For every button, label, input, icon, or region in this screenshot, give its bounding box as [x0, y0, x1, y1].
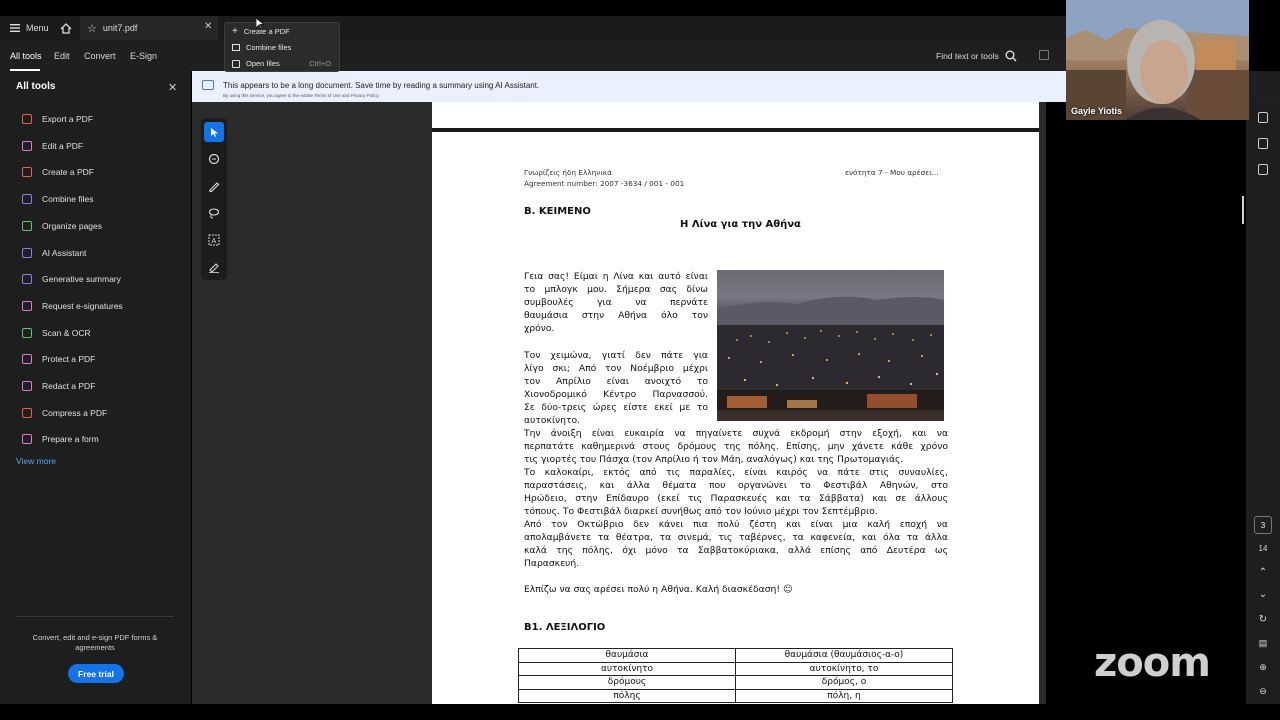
tool-item-create-a-pdf[interactable]: [22, 163, 182, 181]
table-row: [519, 649, 953, 663]
select-tool-button[interactable]: [204, 122, 224, 142]
vocab-word-cell: δρόμους: [519, 676, 736, 690]
vocabulary-rows: [519, 649, 953, 703]
tool-label: Create a PDF: [42, 167, 94, 178]
dropdown-item-label: Combine files: [246, 43, 292, 52]
tool-icon: [22, 354, 32, 364]
current-page-box[interactable]: 3: [1254, 516, 1272, 534]
combine-icon: [232, 44, 240, 51]
tool-item-prepare-a-form[interactable]: [22, 430, 182, 448]
total-pages: 14: [1258, 544, 1268, 553]
text-line: τόπους. Το Φεστιβάλ διαρκεί συνήθως από τον Ιούνιο μέχρι τον Σεπτέμβριο.: [524, 506, 878, 517]
save-icon[interactable]: [1039, 50, 1049, 60]
tab-label: E-Sign: [130, 50, 158, 61]
sign-tool-button[interactable]: [204, 257, 224, 277]
vocabulary-heading: Β1. ΛΕΞΙΛΟΓΙΟ: [524, 622, 606, 633]
tool-icon: [22, 221, 32, 231]
tool-label: Organize pages: [42, 220, 103, 231]
comments-icon[interactable]: [1258, 112, 1268, 123]
text-line: καλά της πόλης, όχι μόνο τα Σαββατοκύριακα, αλλά επίσης από Δευτέρα ως: [524, 545, 948, 556]
tool-label: Scan & OCR: [42, 327, 91, 338]
tool-icon: [22, 248, 32, 258]
header-unit: ενότητα 7 - Μου αρέσει...: [845, 168, 939, 177]
zoom-logo: zoom: [1094, 640, 1210, 686]
close-tab-icon[interactable]: ✕: [204, 21, 213, 32]
tab-label: All tools: [10, 50, 42, 61]
tab-content: [87, 16, 137, 40]
title-bar: [0, 16, 1066, 40]
zoom-in-icon[interactable]: ⊕: [1259, 662, 1267, 672]
scrollbar-thumb[interactable]: [1242, 196, 1244, 224]
text-line: τον Απρίλιο είναι ανοιχτό το: [524, 376, 708, 387]
tab-esign[interactable]: [130, 40, 157, 71]
tool-item-redact-a-pdf[interactable]: [22, 377, 182, 395]
tool-item-combine-files[interactable]: [22, 190, 182, 208]
text-line: Γεια σας! Είμαι η Λίνα και αυτό είναι: [524, 271, 708, 282]
quick-tools-bar: [201, 118, 227, 280]
document-title: Η Λίνα για την Αθήνα: [680, 219, 801, 230]
table-row: [519, 689, 953, 703]
vocab-base-form-cell: πόλη, η: [736, 689, 953, 703]
vocab-base-form-cell: αυτοκίνητο, το: [736, 662, 953, 676]
previous-page: [432, 102, 1039, 128]
tool-item-organize-pages[interactable]: [22, 217, 182, 235]
text-tool-button[interactable]: [204, 230, 224, 250]
tool-icon: [22, 194, 32, 204]
text-line: λίγο σκι; Από τον Νοέμβριο μέχρι: [524, 363, 708, 374]
tool-label: Redact a PDF: [42, 381, 96, 391]
tool-icon: [22, 434, 32, 444]
tool-label: Request e-signatures: [42, 300, 123, 311]
header-agreement: Agreement number: 2007 -3634 / 001 - 001: [524, 179, 685, 188]
divider: [16, 616, 174, 617]
document-tab[interactable]: [80, 16, 218, 40]
tool-label: Combine files: [42, 194, 94, 205]
vocab-word-cell: πόλης: [519, 689, 736, 703]
dropdown-item-label: Open files: [246, 59, 280, 68]
tool-icon: [22, 328, 32, 338]
vocabulary-table: [518, 648, 953, 703]
table-row: [519, 662, 953, 676]
text-line: Σε δύο-τρεις ώρες είστε εκεί με το: [524, 402, 708, 413]
text-line: Τον χειμώνα, γιατί δεν πάτε για: [524, 350, 708, 361]
text-line: περπατάτε καθημερινά στους δρόμους της πόλης. Επίσης, μην χάνετε κάθε χρόνο: [524, 441, 948, 452]
text-box-icon: [208, 234, 220, 246]
tool-label: AI Assistant: [42, 247, 87, 258]
tool-item-edit-a-pdf[interactable]: [22, 137, 182, 155]
highlight-tool-button[interactable]: [204, 176, 224, 196]
find-tools-button[interactable]: [936, 40, 1017, 71]
home-button[interactable]: [60, 16, 72, 40]
ai-assistant-icon: [202, 80, 214, 90]
text-line: χρόνο.: [524, 323, 555, 334]
ai-summary-banner: [192, 71, 1066, 102]
tool-item-ai-assistant[interactable]: [22, 244, 182, 262]
vocab-base-form-cell: δρόμος, ο: [736, 676, 953, 690]
tool-icon: [22, 381, 32, 391]
tool-label: Prepare a form: [42, 434, 99, 445]
main-toolbar: [0, 40, 1066, 71]
text-line: Παρασκευή.: [524, 558, 580, 569]
close-panel-icon[interactable]: ✕: [168, 82, 178, 94]
closing-line: Ελπίζω να σας αρέσει πολύ η Αθήνα. Καλή διασκέδαση! ☺: [524, 584, 793, 595]
participant-video-frame: [1066, 0, 1249, 120]
tool-item-compress-a-pdf[interactable]: [22, 404, 182, 422]
lasso-icon: [208, 207, 220, 219]
pages-icon[interactable]: [1258, 164, 1268, 175]
menu-label: Menu: [26, 23, 49, 33]
tool-item-export-a-pdf[interactable]: [22, 110, 182, 128]
vocab-base-form-cell: θαυμάσια (θαυμάσιος-α-ο): [736, 649, 953, 663]
tab-convert[interactable]: [84, 40, 116, 71]
promo-text: Convert, edit and e-sign PDF forms & agreements: [32, 633, 158, 652]
tool-icon: [22, 114, 32, 124]
find-tools-label: Find text or tools: [936, 50, 999, 61]
tool-item-generative-summary[interactable]: [22, 270, 182, 288]
dropdown-shortcut: Ctrl+O: [309, 59, 331, 68]
tool-label: Generative summary: [42, 274, 121, 285]
menu-button[interactable]: [10, 16, 49, 40]
text-line: συμβουλές για να περνάτε: [524, 297, 708, 308]
video-area-background: [1066, 71, 1246, 704]
table-row: [519, 676, 953, 690]
banner-legal-text[interactable]: By using this service, you agree to the Adobe Terms of Use and Privacy Policy.: [223, 93, 380, 98]
text-line: απολαμβάνετε τα θέατρα, τα σινεμά, τις ταβέρνες, τα καφενεία, και όλα τα άλλα: [524, 532, 948, 543]
tool-icon: [22, 301, 32, 311]
signature-icon: [208, 261, 220, 273]
plus-icon: +: [232, 26, 238, 37]
text-line: Από τον Οκτώβριο δεν κάνει πια πολύ ζέστη και είναι μια καλή εποχή να: [524, 519, 948, 530]
zoom-out-icon[interactable]: ⊖: [1259, 686, 1267, 696]
text-line: θαυμάσια στην Αθήνα όλο τον: [524, 310, 708, 321]
comment-tool-button[interactable]: [204, 149, 224, 169]
all-tools-panel: [0, 71, 191, 704]
tool-icon: [22, 141, 32, 151]
dropdown-combine-files[interactable]: [225, 40, 339, 55]
view-more-link[interactable]: View more: [16, 456, 56, 466]
text-line: παραστάσεις, και άλλα θέματα που οργανώνει το Φεστιβάλ Αθηνών, στο: [524, 480, 948, 491]
athens-night-photo: [717, 270, 944, 421]
header-course: Γνωρίζεις ήδη Ελληνικά: [524, 168, 612, 177]
folder-icon: [232, 60, 240, 68]
page-fit-icon[interactable]: ▤: [1258, 638, 1268, 648]
text-line: Την άνοιξη είναι ευκαιρία να πηγαίνετε συχνά εκδρομή στην εξοχή, και να: [524, 428, 948, 439]
dropdown-create-pdf[interactable]: [225, 24, 339, 39]
panel-title: All tools: [16, 81, 56, 92]
text-line: Χιονοδρομικό Κέντρο Παρνασσού.: [524, 389, 708, 400]
dropdown-item-label: Create a PDF: [243, 27, 290, 36]
cursor-arrow-icon: [210, 127, 219, 138]
pdf-page: [432, 132, 1039, 704]
text-line: αυτοκίνητο.: [524, 415, 581, 426]
tab-label: Convert: [84, 50, 116, 61]
vocab-word-cell: αυτοκίνητο: [519, 662, 736, 676]
free-trial-button[interactable]: Free trial: [68, 664, 124, 683]
text-line: Ηρώδειο, στην Επίδαυρο (εκεί τις Παρασκευές και τα Σάββατα) και σε άλλους: [524, 493, 948, 504]
tool-icon: [22, 274, 32, 284]
hamburger-icon: [10, 24, 20, 32]
athens-cityscape-image: [717, 270, 944, 421]
tool-icon: [22, 408, 32, 418]
mouse-cursor-icon: [256, 18, 264, 30]
star-icon[interactable]: ☆: [87, 22, 97, 35]
search-icon: [1005, 50, 1017, 62]
text-line: Το καλοκαίρι, εκτός από τις παραλίες, είναι καιρός να πάτε στις συναυλίες,: [524, 467, 948, 478]
tool-item-scan-ocr[interactable]: [22, 324, 182, 342]
tool-icon: [22, 167, 32, 177]
tool-label: Protect a PDF: [42, 354, 96, 365]
dropdown-open-files[interactable]: [225, 56, 339, 71]
tool-item-protect-a-pdf[interactable]: [22, 350, 182, 368]
banner-message: This appears to be a long document. Save time by reading a summary using AI Assistant.: [223, 81, 540, 90]
right-rail-header: [1246, 71, 1280, 102]
participant-name: Gayle Yiotis: [1071, 106, 1123, 116]
tab-edit[interactable]: [54, 40, 70, 71]
text-line: το μπλογκ μου. Σήμερα σας δίνω: [524, 284, 708, 295]
participant-video: [1066, 0, 1249, 120]
new-tab-dropdown: [224, 22, 340, 72]
vocab-word-cell: θαυμάσια: [519, 649, 736, 663]
draw-tool-button[interactable]: [204, 203, 224, 223]
text-line: τις γιορτές του Πάσχα (τον Απρίλιο ή τον Μάη, αναλόγως) και της Πρωτομαγιάς.: [524, 454, 904, 465]
bookmark-icon[interactable]: [1258, 138, 1268, 149]
bottom-strip: [0, 704, 1280, 720]
tab-all-tools[interactable]: [10, 40, 42, 71]
chevron-up-icon[interactable]: ⌃: [1258, 567, 1268, 578]
tab-label: Edit: [54, 50, 70, 61]
tool-label: Export a PDF: [42, 114, 94, 124]
chevron-down-icon[interactable]: ⌄: [1258, 589, 1268, 600]
svg-text:A: A: [211, 238, 217, 245]
tool-item-request-e-signatures[interactable]: [22, 297, 182, 315]
tool-label: Edit a PDF: [42, 140, 84, 151]
comment-icon: [208, 153, 220, 165]
section-heading: Β. ΚΕΙΜΕΝΟ: [524, 206, 591, 217]
tab-title: unit7.pdf: [102, 23, 138, 33]
tool-label: Compress a PDF: [42, 407, 108, 418]
refresh-icon[interactable]: ↻: [1258, 614, 1268, 625]
pen-icon: [208, 180, 220, 192]
home-icon: [60, 23, 72, 34]
